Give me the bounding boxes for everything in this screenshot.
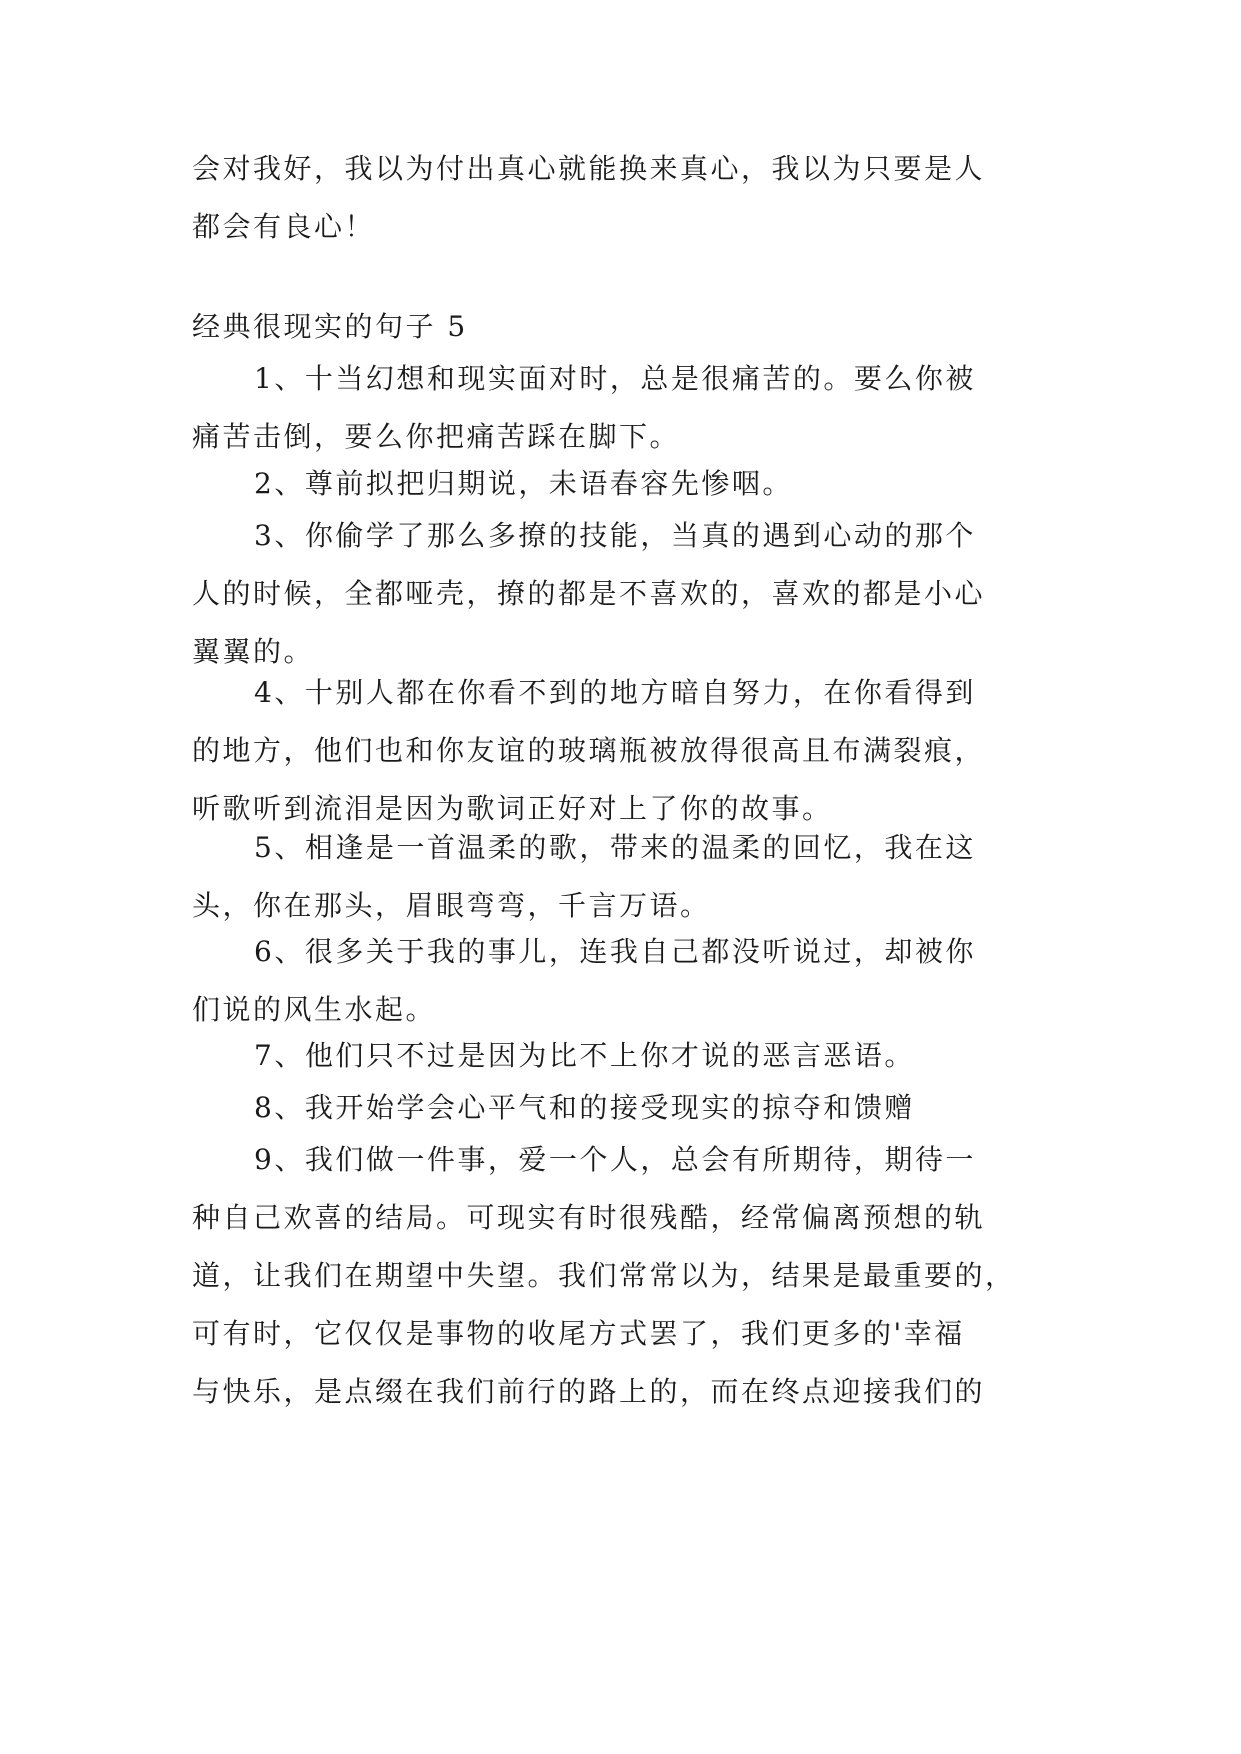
item-1: [192, 350, 1052, 466]
item-line: 9、我们做一件事，爱一个人，总会有所期待，期待一: [254, 1143, 976, 1176]
item-line: 人的时候，全都哑壳，撩的都是不喜欢的，喜欢的都是小心: [192, 577, 986, 610]
item-line: 6、很多关于我的事儿，连我自己都没听说过，却被你: [254, 935, 976, 968]
item-line: 3、你偷学了那么多撩的技能，当真的遇到心动的那个: [254, 519, 976, 552]
item-line: 听歌听到流泪是因为歌词正好对上了你的故事。: [192, 792, 833, 825]
item-line: 7、他们只不过是因为比不上你才说的恶言恶语。: [254, 1039, 915, 1072]
item-line: 种自己欢喜的结局。可现实有时很残酷，经常偏离预想的轨: [192, 1201, 986, 1234]
item-2: [192, 455, 1052, 513]
item-8: [192, 1079, 1052, 1137]
item-line: 2、尊前拟把归期说，未语春容先惨咽。: [254, 467, 793, 500]
item-line: 翼翼的。: [192, 635, 315, 668]
item-5: [192, 819, 1052, 935]
item-3: [192, 507, 1052, 681]
item-line: 的地方，他们也和你友谊的玻璃瓶被放得很高且布满裂痕，: [192, 734, 986, 767]
item-6: [192, 923, 1052, 1039]
item-4: [192, 664, 1052, 838]
item-9: [192, 1131, 1052, 1421]
item-line: 1、十当幻想和现实面对时，总是很痛苦的。要么你被: [254, 362, 976, 395]
item-line: 道，让我们在期望中失望。我们常常以为，结果是最重要的，: [192, 1259, 1016, 1292]
intro-line: 会对我好，我以为付出真心就能换来真心，我以为只要是人: [192, 152, 986, 185]
item-7: [192, 1027, 1052, 1085]
item-line: 4、十别人都在你看不到的地方暗自努力，在你看得到: [254, 676, 976, 709]
item-line: 与快乐，是点缀在我们前行的路上的，而在终点迎接我们的: [192, 1375, 986, 1408]
item-line: 痛苦击倒，要么你把痛苦踩在脚下。: [192, 420, 681, 453]
item-line: 5、相逢是一首温柔的歌，带来的温柔的回忆，我在这: [254, 831, 976, 864]
section-heading: 经典很现实的句子 5: [192, 310, 468, 343]
item-line: 可有时，它仅仅是事物的收尾方式罢了，我们更多的'幸福: [192, 1317, 965, 1350]
item-line: 8、我开始学会心平气和的接受现实的掠夺和馈赠: [254, 1091, 915, 1124]
intro-paragraph: [192, 140, 1052, 256]
intro-line: 都会有良心！: [192, 210, 376, 243]
item-line: 头，你在那头，眉眼弯弯，千言万语。: [192, 889, 711, 922]
item-line: 们说的风生水起。: [192, 993, 437, 1026]
